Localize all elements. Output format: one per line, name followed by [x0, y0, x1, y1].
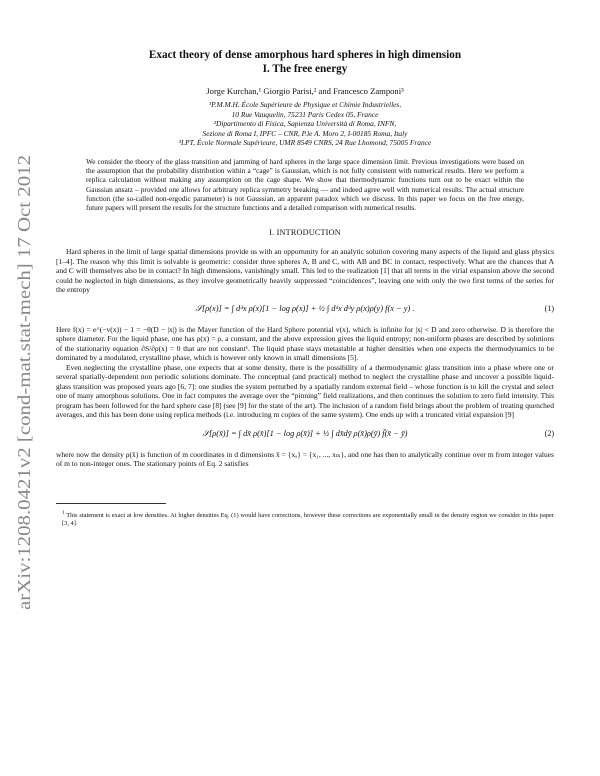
equation-2 — [56, 425, 554, 445]
affiliation-line: 10 Rue Vauquelin, 75231 Paris Cedex 05, France — [231, 109, 379, 119]
arxiv-stamp-text: arXiv:1208.0421v2 [cond-mat.stat-mech] 17 Oct 2012 — [14, 228, 34, 610]
title-line-2: I. The free energy — [262, 63, 348, 75]
arxiv-side-stamp — [6, 150, 40, 610]
paper-page — [56, 48, 554, 528]
equation-1-body: 𝒮[ρ(x)] = ∫ dᵈx ρ(x)[1 − log ρ(x)] + ½ ∫ dᵈx dᵈy ρ(x)ρ(y) f(x − y) . — [195, 303, 415, 313]
equation-1-number: (1) — [544, 303, 554, 313]
footnote-1 — [56, 510, 554, 529]
paper-title — [56, 48, 554, 76]
footnote-marker: 1 — [62, 510, 65, 516]
abstract: We consider the theory of the glass transition and jamming of hard spheres in the large space dimension limit. Previous investigations were based on the assumption that the probability distribution within a “cage” is Gaussian, which is not fully consistent with numerical results. Here we perform a replica calculation without making any assumption on the cage shape. We show that thermodynamic functions turn out to be exact within the Gaussian ansatz – provided one allows for arbitrary replica symmetry breaking — and indeed agree well with numerical results. The actual structure function (the so-called non-ergodic parameter) is not Gaussian, an apparent paradox which we discuss. In this paper we focus on the free energy, future papers will present the results for the structure functions and a detailed comparison with numerical results. — [86, 156, 524, 212]
section-heading-introduction: I. INTRODUCTION — [269, 228, 341, 238]
equation-2-number: (2) — [544, 428, 554, 438]
intro-paragraph-2: Here f(x) = e^(−v(x)) − 1 = −θ(D − |x|) is the Mayer function of the Hard Sphere potential v(x), which is infinite for |x| < D and zero otherwise. D is therefore the sphere diameter. For the liquid phase, one has ρ(x) = ρ, a constant, and the above expression gives the liquid entropy; non-uniform phases are described by solutions of the stationarity equation ∂S/∂ρ(x) = 0 that are not constant¹. The liquid phase stays metastable at higher densities when one expects the thermodynamics to be dominated by a modulated, crystalline phase, which is however only known in small dimensions [5]. — [56, 324, 554, 363]
footnote-text: This statement is exact at low densities. At higher densities Eq. (1) would have corrections, however these corrections are exponentially small in the density region we consider in this paper [3, 4]. — [62, 511, 554, 528]
affiliation-line: ¹P.M.M.H. École Supérieure de Physique et Chimie Industrielles, — [208, 100, 402, 109]
affiliation-line: ³LPT, École Normale Supérieure, UMR 8549 CNRS, 24 Rue Lhomond, 75005 France — [178, 138, 432, 148]
affiliations — [56, 100, 554, 148]
equation-1 — [56, 300, 554, 320]
intro-paragraph-1: Hard spheres in the limit of large spatial dimensions provide us with an opportunity for an analytic solution covering many aspects of the liquid and glass physics [1–4]. The reason why this limit is solvable is geometric: consider three spheres A, B and C, with AB and BC in contact, respectively. What are the chances that A and C will themselves also be in contact? In high dimensions, vanishingly small. This led to the realization [1] that all terms in the virial expansion above the second could be neglected in high dimensions, as they involve geometrically heavily suppressed “coincidences”, leaving one with only the two first terms of the series for the entropy — [56, 247, 554, 295]
equation-2-body: 𝒮[ρ(x̄)] = ∫ dx̄ ρ(x̄)[1 − log ρ(x̄)] + ½ ∫ dx̄dȳ ρ(x̄)ρ(ȳ) f̄(x̄ − ȳ) — [202, 428, 408, 438]
intro-paragraph-3: Even neglecting the crystalline phase, one expects that at some density, there is the possibility of a thermodynamic glass transition into a phase where one or several spatially-dependent non periodic solutions dominate. The conceptual (and practical) method to neglect the crystalline phase and uncover a possible liquid-glass transition was proposed years ago [6, 7]: one studies the system perturbed by a spatially random external field – whose function is to kill the crystal and select one of many amorphous solutions. One in fact computes the average over the “pinning” field realizations, and then continues the solution to zero field intensity. This program has been followed for the hard sphere case [8] (see [9] for the state of the art). The inclusion of a random field brings about the problem of treating quenched averages, and this has been done using replica methods (i.e. introducing m copies of the same system). One ends up with a truncated virial expansion [9] — [56, 362, 554, 420]
footnote-rule — [56, 503, 166, 504]
affiliation-line: Sezione di Roma I, IPFC – CNR, P.le A. Moro 2, I-00185 Roma, Italy — [202, 128, 408, 138]
intro-paragraph-4: where now the density ρ(x̄) is function of m coordinates in d dimensions x̄ = {xₐ} = {x₁, ..., xₘ}, and one has then to analytically continue over m from integer values of m to non-integer ones. The stationary points of Eq. 2 satisfies — [56, 449, 554, 469]
affiliation-line: ²Dipartimento di Fisica, Sapienza Università di Roma, INFN, — [213, 119, 397, 129]
author-list: Jorge Kurchan,¹ Giorgio Parisi,² and Francesco Zamponi³ — [206, 86, 404, 96]
title-line-1: Exact theory of dense amorphous hard spheres in high dimension — [148, 49, 462, 61]
